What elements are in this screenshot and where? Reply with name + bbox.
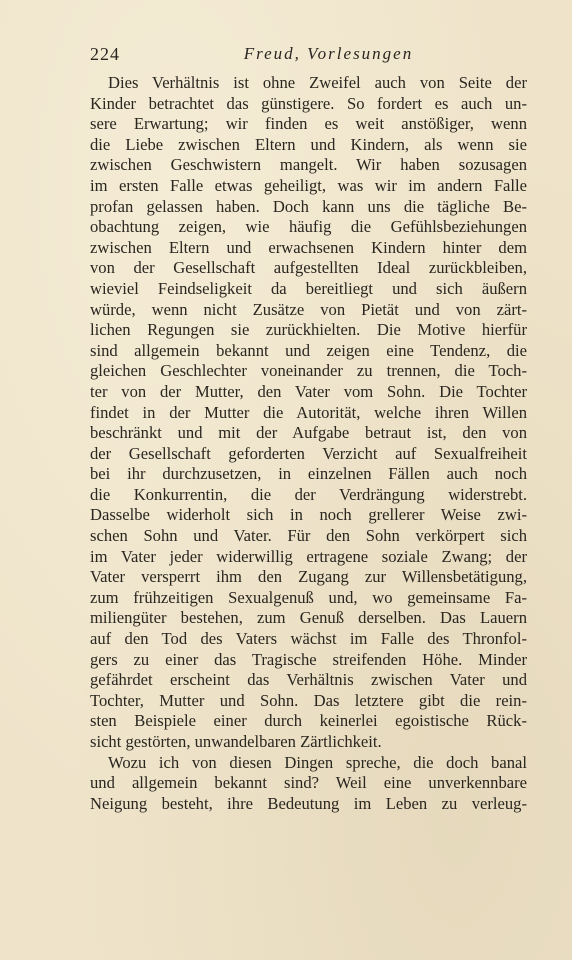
text-line: bei ihr durchzusetzen, in einzelnen Fällen auch noch (90, 464, 527, 484)
text-line: profan gelassen haben. Doch kann uns die tägliche Be- (90, 196, 527, 216)
text-line: sere Erwartung; wir finden es weit anstößiger, wenn (90, 114, 527, 134)
text-line: obachtung zeigen, wie häufig die Gefühlsbeziehungen (90, 217, 527, 237)
page-number: 224 (90, 44, 120, 64)
text-line: Dasselbe widerholt sich in noch grellerer Weise zwi- (90, 505, 527, 525)
text-line: die Konkurrentin, die der Verdrängung widerstrebt. (90, 484, 527, 504)
text-line: ter von der Mutter, den Vater vom Sohn. Die Tochter (90, 381, 527, 401)
text-line: Kinder betrachtet das günstigere. So fordert es auch un- (90, 93, 527, 113)
text-line: im Vater jeder widerwillig ertragene soziale Zwang; der (90, 546, 527, 566)
text-line: miliengüter bestehen, zum Genuß derselben. Das Lauern (90, 608, 527, 628)
text-line: Neigung besteht, ihre Bedeutung im Leben zu verleug- (90, 793, 527, 813)
text-line: zwischen Geschwistern mangelt. Wir haben sozusagen (90, 155, 527, 175)
text-line: Dies Verhältnis ist ohne Zweifel auch von Seite der (108, 73, 527, 92)
page-header (90, 44, 527, 68)
text-line: im ersten Falle etwas geheiligt, was wir im andern Falle (90, 175, 527, 195)
text-line: findet in der Mutter die Autorität, welche ihren Willen (90, 402, 527, 422)
body-text (90, 73, 527, 814)
text-line: sten Beispiele einer durch keinerlei egoistische Rück- (90, 711, 527, 731)
text-line: der Gesellschaft geforderten Verzicht auf Sexualfreiheit (90, 443, 527, 463)
text-line: Tochter, Mutter und Sohn. Das letztere gibt die rein- (90, 690, 527, 710)
text-line: schen Sohn und Vater. Für den Sohn verkörpert sich (90, 526, 527, 546)
text-line: sicht gestörten, unwandelbaren Zärtlichkeit. (90, 732, 382, 751)
text-line: auf den Tod des Vaters wächst im Falle des Thronfol- (90, 629, 527, 649)
text-line: zwischen Eltern und erwachsenen Kindern hinter dem (90, 237, 527, 257)
text-line: gers zu einer das Tragische streifenden Höhe. Minder (90, 649, 527, 669)
text-line: Wozu ich von diesen Dingen spreche, die doch banal (108, 752, 527, 772)
text-line: sind allgemein bekannt und zeigen eine Tendenz, die (90, 340, 527, 360)
text-line: zum frühzeitigen Sexualgenuß und, wo gemeinsame Fa- (90, 587, 527, 607)
text-line: lichen Regungen sie zurückhielten. Die Motive hierfür (90, 320, 527, 340)
text-line: von der Gesellschaft aufgestellten Ideal zurückbleiben, (90, 258, 527, 278)
text-line: Vater versperrt ihm den Zugang zur Willensbetätigung, (90, 567, 527, 587)
text-line: gefährdet erscheint das Verhältnis zwischen Vater und (90, 670, 527, 690)
text-line: beschränkt und mit der Aufgabe betraut ist, den von (90, 423, 527, 443)
text-line: würde, wenn nicht Zusätze von Pietät und von zärt- (90, 299, 527, 319)
text-line: die Liebe zwischen Eltern und Kindern, als wenn sie (90, 134, 527, 154)
text-line: und allgemein bekannt sind? Weil eine unverkennbare (90, 773, 527, 793)
text-line: wieviel Feindseligkeit da bereitliegt und sich äußern (90, 278, 527, 298)
text-line: gleichen Geschlechter voneinander zu trennen, die Toch- (90, 361, 527, 381)
running-title: Freud, Vorlesungen (243, 44, 414, 63)
